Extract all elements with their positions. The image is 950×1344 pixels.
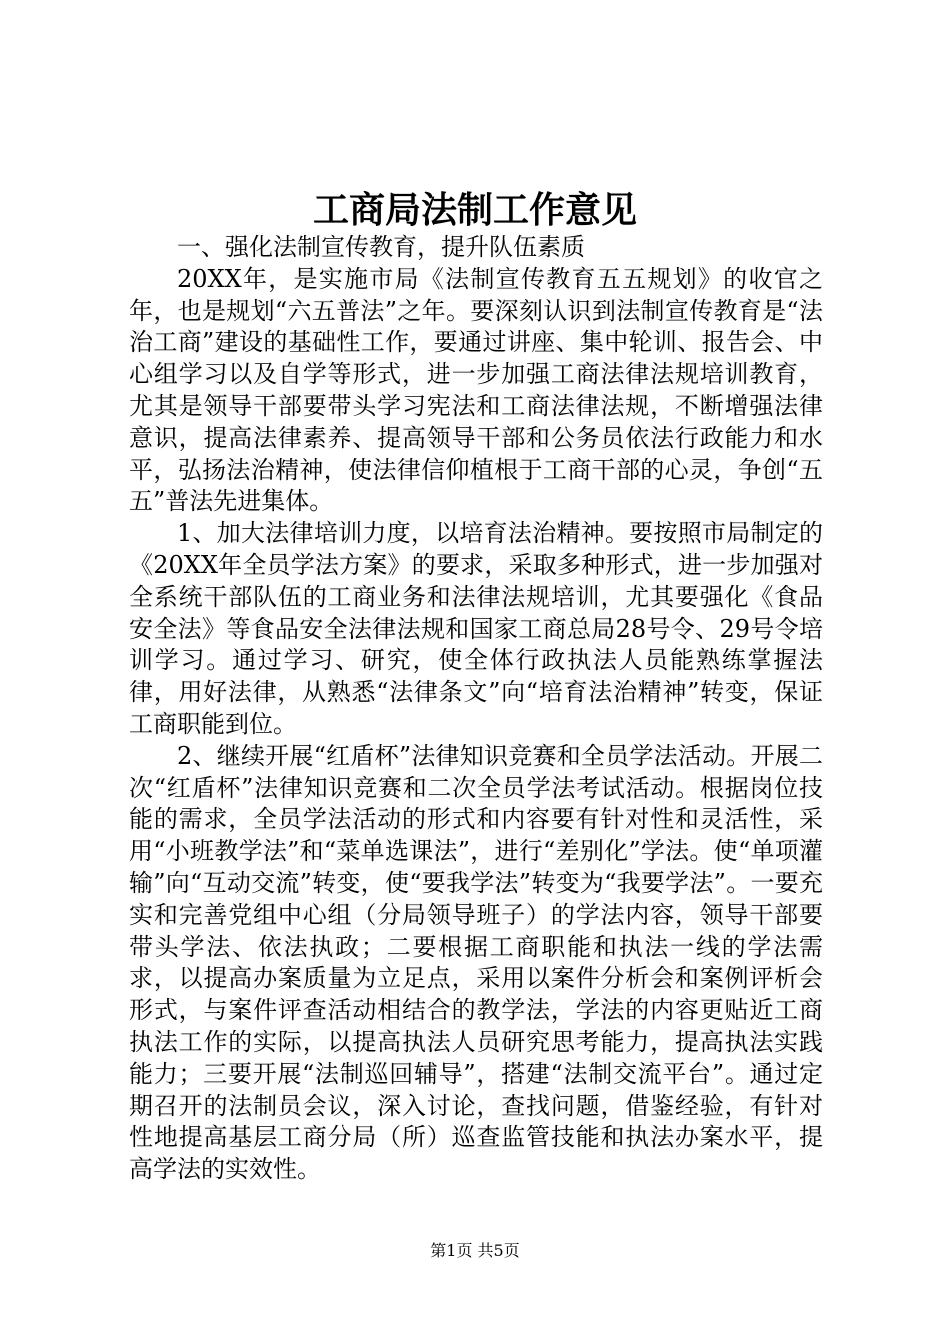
paragraph: 2、继续开展“红盾杯”法律知识竞赛和全员学法活动。开展二次“红盾杯”法律知识竞赛和二次全员学法考试活动。根据岗位技能的需求，全员学法活动的形式和内容要有针对性和灵活性，采用“小班教学法”和“菜单选课法”，进行“差别化”学法。使“单项灌输”向“互动交流”转变，使“要我学法”转变为“我要学法”。一要充实和完善党组中心组（分局领导班子）的学法内容，领导干部要带头学法、依法执政；二要根据工商职能和执法一线的学法需求，以提高办案质量为立足点，采用以案件分析会和案例评析会形式，与案件评查活动相结合的教学法，学法的内容更贴近工商执法工作的实际，以提高执法人员研究思考能力，提高执法实践能力；三要开展“法制巡回辅导”，搭建“法制交流平台”。通过定期召开的法制员会议，深入讨论，查找问题，借鉴经验，有针对性地提高基层工商分局（所）巡查监管技能和执法办案水平，提高学法的实效性。 bbox=[129, 741, 823, 1184]
page-number: 第1页 共5页 bbox=[430, 1241, 520, 1260]
page-footer bbox=[0, 1240, 950, 1262]
document-title: 工商局法制工作意见 bbox=[312, 189, 637, 231]
paragraph: 20XX年，是实施市局《法制宣传教育五五规划》的收官之年，也是规划“六五普法”之年。要深刻认识到法制宣传教育是“法治工商”建设的基础性工作，要通过讲座、集中轮训、报告会、中心组学习以及自学等形式，进一步加强工商法律法规培训教育，尤其是领导干部要带头学习宪法和工商法律法规，不断增强法律意识，提高法律素养、提高领导干部和公务员依法行政能力和水平，弘扬法治精神，使法律信仰植根于工商干部的心灵，争创“五五”普法先进集体。 bbox=[129, 264, 823, 516]
document-body bbox=[129, 232, 823, 1186]
section-heading: 一、强化法制宣传教育，提升队伍素质 bbox=[177, 233, 585, 261]
paragraph: 1、加大法律培训力度，以培育法治精神。要按照市局制定的《20XX年全员学法方案》的要求，采取多种形式，进一步加强对全系统干部队伍的工商业务和法律法规培训，尤其要强化《食品安全法》等食品安全法律法规和国家工商总局28号令、29号令培训学习。通过学习、研究，使全体行政执法人员能熟练掌握法律，用好法律，从熟悉“法律条文”向“培育法治精神”转变，保证工商职能到位。 bbox=[129, 519, 823, 738]
